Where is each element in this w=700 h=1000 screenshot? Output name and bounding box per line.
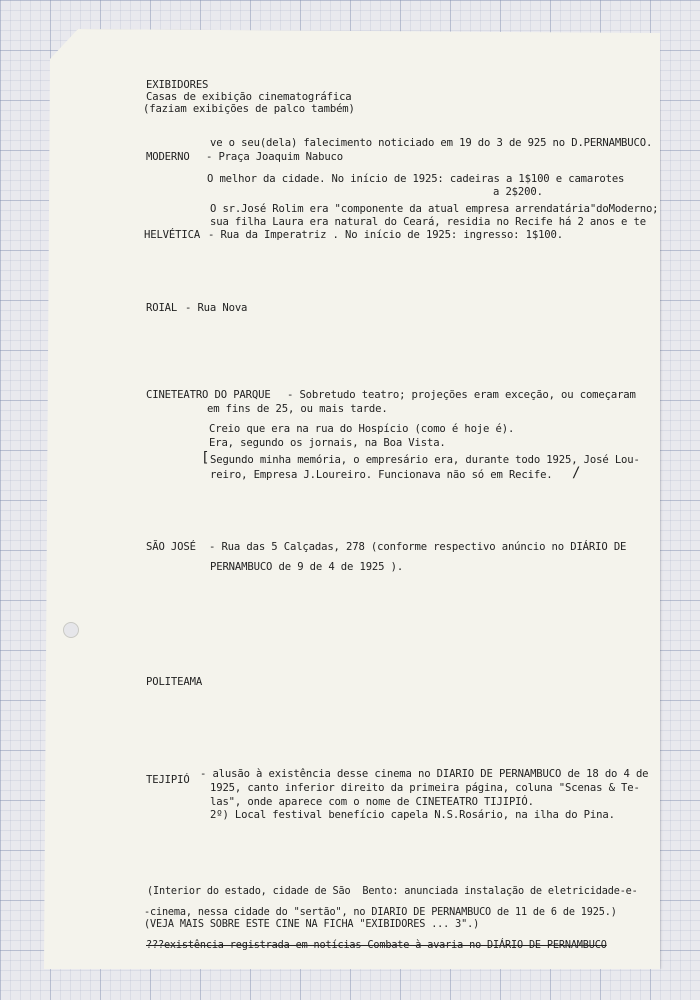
tejipio-name: TEJIPIÓ: [146, 774, 190, 786]
politeama-name: POLITEAMA: [146, 676, 203, 688]
footer-line-1: (Interior do estado, cidade de São Bento: anunciada instalação de eletricidade-e-: [147, 886, 638, 897]
cineteatro-line-2: em fins de 25, ou mais tarde.: [207, 403, 388, 415]
tejipio-line-3: las", onde aparece com o nome de CINETEATRO TIJIPIÓ.: [210, 796, 534, 808]
sao-jose-line-2: PERNAMBUCO de 9 de 4 de 1925 ).: [210, 561, 404, 573]
footer-line-2: -cinema, nessa cidade do "sertão", no DIARIO DE PERNAMBUCO de 11 de 6 de 1925.): [144, 907, 617, 918]
moderno-line-2: a 2$200.: [493, 186, 543, 198]
tejipio-line-1: - alusão à existência desse cinema no DIARIO DE PERNAMBUCO de 18 do 4 de: [200, 768, 649, 780]
sao-jose-line-1: - Rua das 5 Calçadas, 278 (conforme respectivo anúncio no DIÁRIO DE: [209, 541, 627, 553]
bracket-close: /: [572, 465, 581, 481]
moderno-name: MODERNO: [146, 151, 190, 163]
doc-subtitle-2: (faziam exibições de palco também): [143, 103, 355, 115]
cineteatro-line-5: Segundo minha memória, o empresário era, durante todo 1925, José Lou-: [210, 454, 640, 466]
footer-line-4-struck: ???existência registrada em notícias Combate à avaria no DIÁRIO DE PERNAMBUCO: [146, 940, 607, 951]
tejipio-line-2: 1925, canto inferior direito da primeira página, coluna "Scenas & Te-: [210, 782, 640, 794]
helvetica-name: HELVÉTICA: [144, 229, 201, 241]
cineteatro-line-6: reiro, Empresa J.Loureiro. Funcionava não só em Recife.: [210, 469, 553, 481]
footer-line-3: (VEJA MAIS SOBRE ESTE CINE NA FICHA "EXIBIDORES ... 3".): [144, 919, 480, 930]
sao-jose-name: SÃO JOSÉ: [146, 541, 196, 553]
doc-subtitle-1: Casas de exibição cinematográfica: [146, 91, 352, 103]
note-top: ve o seu(dela) falecimento noticiado em 19 do 3 de 925 no D.PERNAMBUCO.: [210, 137, 653, 149]
roial-name: ROIAL: [146, 302, 178, 314]
moderno-line-1: O melhor da cidade. No início de 1925: cadeiras a 1$100 e camarotes: [207, 173, 625, 185]
cineteatro-line-3: Creio que era na rua do Hospício (como é hoje é).: [209, 423, 515, 435]
paper-sheet: [38, 29, 660, 969]
moderno-line-4: sua filha Laura era natural do Ceará, residia no Recife há 2 anos e te: [210, 216, 646, 228]
cineteatro-line-4: Era, segundo os jornais, na Boa Vista.: [209, 437, 446, 449]
bracket-open: [: [201, 450, 210, 466]
moderno-address: - Praça Joaquim Nabuco: [206, 151, 344, 163]
punch-hole: [63, 622, 79, 638]
doc-title: EXIBIDORES: [146, 79, 209, 91]
roial-text: - Rua Nova: [185, 302, 248, 314]
helvetica-text: - Rua da Imperatriz . No início de 1925: ingresso: 1$100.: [208, 229, 563, 241]
moderno-line-3: O sr.José Rolim era "componente da atual empresa arrendatária"doModerno;: [210, 203, 659, 215]
tejipio-line-4: 2º) Local festival benefício capela N.S.Rosário, na ilha do Pina.: [210, 809, 615, 821]
cineteatro-name: CINETEATRO DO PARQUE: [146, 389, 271, 401]
cineteatro-line-1: - Sobretudo teatro; projeções eram exceção, ou começaram: [287, 389, 636, 401]
